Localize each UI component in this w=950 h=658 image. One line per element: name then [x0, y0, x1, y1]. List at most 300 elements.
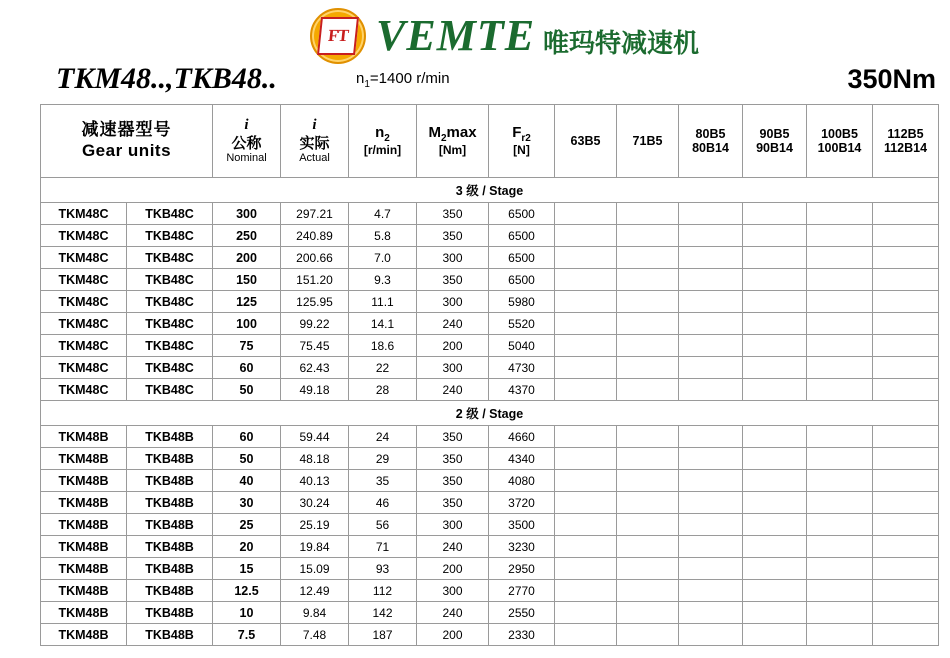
header-fr2-subscript: r2 — [521, 132, 531, 144]
cell-flange-80b5[interactable] — [679, 514, 743, 536]
cell-flange-80b5[interactable] — [679, 313, 743, 335]
cell-n2: 142 — [349, 602, 417, 624]
cell-tkm: TKM48C — [41, 291, 127, 313]
cell-flange-63b5[interactable] — [555, 269, 617, 291]
cell-flange-80b5[interactable] — [679, 448, 743, 470]
cell-tkb: TKB48C — [127, 225, 213, 247]
brand-name-chinese: 唯玛特减速机 — [543, 29, 700, 59]
cell-fr2: 4730 — [489, 357, 555, 379]
cell-m2max: 350 — [417, 470, 489, 492]
brand-block — [310, 8, 699, 64]
header-n2-subscript: 2 — [384, 132, 390, 144]
cell-fr2: 5520 — [489, 313, 555, 335]
cell-tkb: TKB48B — [127, 624, 213, 646]
header-flange-100b5-line1: 100B5 — [821, 126, 858, 141]
cell-flange-100b5[interactable] — [807, 225, 873, 247]
cell-i-nominal: 12.5 — [213, 580, 281, 602]
cell-flange-100b5[interactable] — [807, 470, 873, 492]
table-row[interactable] — [41, 335, 939, 357]
cell-flange-100b5[interactable] — [807, 580, 873, 602]
cell-flange-90b5[interactable] — [743, 558, 807, 580]
cell-flange-100b5[interactable] — [807, 426, 873, 448]
section-header-row — [41, 401, 939, 426]
cell-fr2: 3500 — [489, 514, 555, 536]
cell-tkb: TKB48C — [127, 291, 213, 313]
cell-fr2: 4080 — [489, 470, 555, 492]
cell-i-actual: 125.95 — [281, 291, 349, 313]
brand-name: VEMTE — [376, 11, 536, 60]
table-row[interactable] — [41, 624, 939, 646]
header-flange-112b5 — [873, 105, 939, 178]
header-m2-unit: [Nm] — [438, 143, 467, 158]
cell-flange-90b5[interactable] — [743, 602, 807, 624]
header-gear-units-en: Gear units — [81, 141, 172, 160]
cell-flange-63b5[interactable] — [555, 602, 617, 624]
table-row[interactable] — [41, 225, 939, 247]
cell-i-nominal: 7.5 — [213, 624, 281, 646]
cell-flange-100b5[interactable] — [807, 247, 873, 269]
table-row[interactable] — [41, 291, 939, 313]
section-header-row — [41, 178, 939, 203]
cell-i-actual: 15.09 — [281, 558, 349, 580]
cell-fr2: 5040 — [489, 335, 555, 357]
cell-tkm: TKM48C — [41, 269, 127, 291]
table-header — [41, 105, 939, 178]
header-m2max — [417, 105, 489, 178]
cell-i-nominal: 60 — [213, 426, 281, 448]
cell-i-nominal: 50 — [213, 379, 281, 401]
cell-tkm: TKM48B — [41, 602, 127, 624]
header-flange-112b5-line2: 112B14 — [883, 141, 928, 155]
cell-fr2: 2950 — [489, 558, 555, 580]
logo-monogram: FT — [317, 17, 359, 55]
header-i-nominal-symbol: i — [244, 117, 249, 134]
header-m2-letter: M — [428, 123, 441, 141]
header-flange-71b5-line1: 71B5 — [632, 133, 663, 148]
header-m2-subscript: 2 — [440, 132, 447, 144]
cell-flange-80b5[interactable] — [679, 247, 743, 269]
cell-tkm: TKM48B — [41, 492, 127, 514]
cell-m2max: 300 — [417, 357, 489, 379]
cell-flange-63b5[interactable] — [555, 448, 617, 470]
cell-flange-80b5[interactable] — [679, 580, 743, 602]
cell-flange-90b5[interactable] — [743, 313, 807, 335]
cell-i-nominal: 25 — [213, 514, 281, 536]
cell-m2max: 350 — [417, 492, 489, 514]
cell-flange-90b5[interactable] — [743, 335, 807, 357]
cell-tkm: TKM48B — [41, 536, 127, 558]
cell-m2max: 350 — [417, 426, 489, 448]
header-flange-100b5-line2: 100B14 — [817, 141, 862, 155]
cell-tkb: TKB48C — [127, 357, 213, 379]
cell-flange-100b5[interactable] — [807, 203, 873, 225]
cell-n2: 4.7 — [349, 203, 417, 225]
cell-flange-80b5[interactable] — [679, 624, 743, 646]
cell-i-actual: 48.18 — [281, 448, 349, 470]
cell-fr2: 4660 — [489, 426, 555, 448]
header-i-actual-cn: 实际 — [299, 133, 330, 152]
cell-flange-112b5[interactable] — [873, 379, 939, 401]
header-n2 — [349, 105, 417, 178]
cell-fr2: 6500 — [489, 225, 555, 247]
cell-flange-100b5[interactable] — [807, 448, 873, 470]
header-i-nominal-en: Nominal — [226, 151, 267, 164]
cell-flange-90b5[interactable] — [743, 269, 807, 291]
cell-flange-100b5[interactable] — [807, 313, 873, 335]
table-row[interactable] — [41, 580, 939, 602]
cell-m2max: 200 — [417, 624, 489, 646]
cell-flange-112b5[interactable] — [873, 602, 939, 624]
cell-i-actual: 19.84 — [281, 536, 349, 558]
cell-flange-112b5[interactable] — [873, 492, 939, 514]
cell-flange-80b5[interactable] — [679, 379, 743, 401]
cell-n2: 28 — [349, 379, 417, 401]
cell-flange-100b5[interactable] — [807, 335, 873, 357]
cell-flange-71b5[interactable] — [617, 448, 679, 470]
cell-n2: 56 — [349, 514, 417, 536]
cell-tkb: TKB48B — [127, 602, 213, 624]
cell-flange-71b5[interactable] — [617, 492, 679, 514]
cell-m2max: 240 — [417, 602, 489, 624]
cell-flange-63b5[interactable] — [555, 313, 617, 335]
cell-flange-71b5[interactable] — [617, 536, 679, 558]
torque-rating: 350Nm — [847, 64, 936, 94]
cell-n2: 18.6 — [349, 335, 417, 357]
header-flange-63b5-line1: 63B5 — [570, 133, 601, 148]
cell-tkb: TKB48B — [127, 426, 213, 448]
cell-flange-71b5[interactable] — [617, 247, 679, 269]
cell-n2: 187 — [349, 624, 417, 646]
cell-flange-100b5[interactable] — [807, 291, 873, 313]
cell-fr2: 5980 — [489, 291, 555, 313]
cell-flange-71b5[interactable] — [617, 514, 679, 536]
table-row[interactable] — [41, 602, 939, 624]
cell-m2max: 350 — [417, 269, 489, 291]
cell-i-actual: 49.18 — [281, 379, 349, 401]
cell-i-actual: 7.48 — [281, 624, 349, 646]
cell-flange-112b5[interactable] — [873, 580, 939, 602]
cell-tkb: TKB48B — [127, 536, 213, 558]
cell-tkm: TKM48B — [41, 448, 127, 470]
cell-flange-63b5[interactable] — [555, 247, 617, 269]
cell-tkb: TKB48C — [127, 335, 213, 357]
cell-flange-63b5[interactable] — [555, 379, 617, 401]
cell-n2: 14.1 — [349, 313, 417, 335]
header-flange-80b5-line1: 80B5 — [695, 126, 726, 141]
cell-i-nominal: 40 — [213, 470, 281, 492]
cell-flange-112b5[interactable] — [873, 203, 939, 225]
cell-flange-63b5[interactable] — [555, 624, 617, 646]
cell-i-actual: 99.22 — [281, 313, 349, 335]
cell-i-actual: 25.19 — [281, 514, 349, 536]
header-n2-letter: n — [375, 123, 385, 141]
cell-i-actual: 30.24 — [281, 492, 349, 514]
cell-n2: 71 — [349, 536, 417, 558]
cell-flange-90b5[interactable] — [743, 492, 807, 514]
header-flange-71b5 — [617, 105, 679, 178]
cell-flange-112b5[interactable] — [873, 269, 939, 291]
cell-tkm: TKM48C — [41, 247, 127, 269]
cell-n2: 7.0 — [349, 247, 417, 269]
cell-tkb: TKB48B — [127, 580, 213, 602]
cell-m2max: 200 — [417, 335, 489, 357]
table-row[interactable] — [41, 470, 939, 492]
cell-flange-90b5[interactable] — [743, 514, 807, 536]
header-flange-90b5 — [743, 105, 807, 178]
cell-flange-90b5[interactable] — [743, 291, 807, 313]
cell-flange-100b5[interactable] — [807, 379, 873, 401]
cell-flange-63b5[interactable] — [555, 470, 617, 492]
cell-i-nominal: 100 — [213, 313, 281, 335]
cell-tkm: TKM48B — [41, 514, 127, 536]
cell-flange-100b5[interactable] — [807, 602, 873, 624]
header-flange-90b5-line2: 90B14 — [756, 141, 793, 155]
cell-flange-80b5[interactable] — [679, 225, 743, 247]
cell-flange-63b5[interactable] — [555, 426, 617, 448]
cell-flange-112b5[interactable] — [873, 514, 939, 536]
cell-tkb: TKB48B — [127, 492, 213, 514]
cell-flange-63b5[interactable] — [555, 536, 617, 558]
cell-flange-71b5[interactable] — [617, 558, 679, 580]
cell-i-nominal: 50 — [213, 448, 281, 470]
speed-symbol: n — [356, 70, 365, 87]
header-i-nominal — [213, 105, 281, 178]
cell-tkb: TKB48C — [127, 269, 213, 291]
cell-flange-100b5[interactable] — [807, 624, 873, 646]
cell-flange-80b5[interactable] — [679, 602, 743, 624]
cell-flange-100b5[interactable] — [807, 269, 873, 291]
cell-i-actual: 151.20 — [281, 269, 349, 291]
header-flange-90b5-line1: 90B5 — [759, 126, 790, 141]
cell-m2max: 300 — [417, 247, 489, 269]
cell-i-nominal: 20 — [213, 536, 281, 558]
cell-flange-63b5[interactable] — [555, 225, 617, 247]
header-flange-112b5-line1: 112B5 — [887, 126, 924, 141]
table-row[interactable] — [41, 536, 939, 558]
cell-tkb: TKB48C — [127, 379, 213, 401]
cell-flange-71b5[interactable] — [617, 225, 679, 247]
header-i-actual-symbol: i — [312, 117, 317, 134]
cell-n2: 9.3 — [349, 269, 417, 291]
cell-flange-112b5[interactable] — [873, 357, 939, 379]
cell-flange-71b5[interactable] — [617, 313, 679, 335]
cell-flange-71b5[interactable] — [617, 203, 679, 225]
cell-m2max: 300 — [417, 291, 489, 313]
cell-i-actual: 75.45 — [281, 335, 349, 357]
cell-flange-63b5[interactable] — [555, 492, 617, 514]
cell-tkb: TKB48B — [127, 514, 213, 536]
cell-tkm: TKM48B — [41, 580, 127, 602]
cell-n2: 35 — [349, 470, 417, 492]
cell-tkm: TKM48C — [41, 379, 127, 401]
cell-i-nominal: 15 — [213, 558, 281, 580]
cell-m2max: 200 — [417, 558, 489, 580]
cell-tkb: TKB48C — [127, 313, 213, 335]
cell-i-nominal: 30 — [213, 492, 281, 514]
cell-m2max: 240 — [417, 313, 489, 335]
cell-flange-80b5[interactable] — [679, 291, 743, 313]
header-fr2-unit: [N] — [513, 143, 530, 158]
spec-table — [40, 104, 939, 646]
cell-flange-80b5[interactable] — [679, 536, 743, 558]
cell-flange-63b5[interactable] — [555, 291, 617, 313]
cell-flange-100b5[interactable] — [807, 514, 873, 536]
cell-flange-90b5[interactable] — [743, 448, 807, 470]
spec-table-wrapper — [40, 104, 938, 646]
cell-flange-90b5[interactable] — [743, 536, 807, 558]
cell-n2: 93 — [349, 558, 417, 580]
cell-fr2: 4370 — [489, 379, 555, 401]
cell-flange-71b5[interactable] — [617, 269, 679, 291]
header-i-actual — [281, 105, 349, 178]
cell-flange-112b5[interactable] — [873, 225, 939, 247]
page-title: TKM48..,TKB48.. — [56, 62, 277, 95]
cell-flange-100b5[interactable] — [807, 357, 873, 379]
cell-flange-90b5[interactable] — [743, 225, 807, 247]
cell-n2: 29 — [349, 448, 417, 470]
header-i-nominal-cn: 公称 — [231, 133, 262, 152]
cell-flange-71b5[interactable] — [617, 602, 679, 624]
cell-flange-63b5[interactable] — [555, 558, 617, 580]
cell-i-nominal: 300 — [213, 203, 281, 225]
cell-flange-100b5[interactable] — [807, 558, 873, 580]
cell-tkm: TKM48C — [41, 313, 127, 335]
cell-flange-112b5[interactable] — [873, 313, 939, 335]
cell-fr2: 3720 — [489, 492, 555, 514]
cell-flange-100b5[interactable] — [807, 492, 873, 514]
table-row[interactable] — [41, 426, 939, 448]
cell-i-actual: 40.13 — [281, 470, 349, 492]
cell-m2max: 350 — [417, 448, 489, 470]
cell-tkb: TKB48C — [127, 203, 213, 225]
cell-tkm: TKM48B — [41, 426, 127, 448]
cell-tkm: TKM48B — [41, 470, 127, 492]
cell-flange-80b5[interactable] — [679, 426, 743, 448]
cell-fr2: 2770 — [489, 580, 555, 602]
cell-tkb: TKB48B — [127, 470, 213, 492]
cell-m2max: 300 — [417, 580, 489, 602]
cell-flange-80b5[interactable] — [679, 335, 743, 357]
cell-flange-71b5[interactable] — [617, 291, 679, 313]
cell-flange-90b5[interactable] — [743, 624, 807, 646]
cell-m2max: 300 — [417, 514, 489, 536]
cell-flange-90b5[interactable] — [743, 247, 807, 269]
cell-flange-71b5[interactable] — [617, 379, 679, 401]
cell-flange-71b5[interactable] — [617, 470, 679, 492]
cell-flange-90b5[interactable] — [743, 426, 807, 448]
table-row[interactable] — [41, 247, 939, 269]
header-flange-100b5 — [807, 105, 873, 178]
cell-flange-112b5[interactable] — [873, 448, 939, 470]
cell-flange-63b5[interactable] — [555, 335, 617, 357]
cell-flange-71b5[interactable] — [617, 357, 679, 379]
cell-i-nominal: 125 — [213, 291, 281, 313]
cell-i-actual: 200.66 — [281, 247, 349, 269]
cell-flange-63b5[interactable] — [555, 203, 617, 225]
cell-fr2: 4340 — [489, 448, 555, 470]
table-row[interactable] — [41, 313, 939, 335]
cell-flange-80b5[interactable] — [679, 269, 743, 291]
header-fr2 — [489, 105, 555, 178]
cell-m2max: 350 — [417, 225, 489, 247]
cell-flange-112b5[interactable] — [873, 426, 939, 448]
header-fr2-letter: F — [512, 123, 522, 141]
cell-flange-71b5[interactable] — [617, 335, 679, 357]
cell-n2: 46 — [349, 492, 417, 514]
header-flange-80b5 — [679, 105, 743, 178]
cell-flange-71b5[interactable] — [617, 624, 679, 646]
cell-flange-80b5[interactable] — [679, 558, 743, 580]
table-row[interactable] — [41, 514, 939, 536]
cell-flange-112b5[interactable] — [873, 247, 939, 269]
cell-flange-90b5[interactable] — [743, 203, 807, 225]
table-row[interactable] — [41, 357, 939, 379]
table-body — [41, 178, 939, 646]
cell-flange-80b5[interactable] — [679, 470, 743, 492]
cell-tkm: TKM48C — [41, 335, 127, 357]
cell-m2max: 240 — [417, 379, 489, 401]
cell-flange-63b5[interactable] — [555, 514, 617, 536]
cell-tkm: TKM48B — [41, 558, 127, 580]
cell-flange-112b5[interactable] — [873, 470, 939, 492]
cell-flange-90b5[interactable] — [743, 580, 807, 602]
cell-flange-80b5[interactable] — [679, 492, 743, 514]
header-gear-units-cn: 减速器型号 — [81, 120, 172, 141]
cell-flange-90b5[interactable] — [743, 470, 807, 492]
page-header — [0, 0, 950, 100]
table-row[interactable] — [41, 203, 939, 225]
table-row[interactable] — [41, 448, 939, 470]
cell-flange-90b5[interactable] — [743, 379, 807, 401]
cell-flange-63b5[interactable] — [555, 580, 617, 602]
cell-flange-112b5[interactable] — [873, 335, 939, 357]
cell-flange-71b5[interactable] — [617, 426, 679, 448]
table-row[interactable] — [41, 492, 939, 514]
cell-i-actual: 240.89 — [281, 225, 349, 247]
cell-flange-63b5[interactable] — [555, 357, 617, 379]
header-flange-80b5-line2: 80B14 — [692, 141, 729, 155]
header-m2max-symbol — [417, 124, 488, 145]
cell-flange-112b5[interactable] — [873, 291, 939, 313]
header-gear-units — [41, 105, 213, 178]
header-n2-unit: [r/min] — [363, 143, 402, 158]
cell-tkb: TKB48B — [127, 448, 213, 470]
cell-flange-90b5[interactable] — [743, 357, 807, 379]
cell-flange-100b5[interactable] — [807, 536, 873, 558]
table-row[interactable] — [41, 558, 939, 580]
cell-fr2: 6500 — [489, 269, 555, 291]
cell-i-nominal: 200 — [213, 247, 281, 269]
cell-flange-112b5[interactable] — [873, 558, 939, 580]
cell-i-actual: 297.21 — [281, 203, 349, 225]
cell-flange-112b5[interactable] — [873, 624, 939, 646]
cell-flange-80b5[interactable] — [679, 203, 743, 225]
cell-fr2: 3230 — [489, 536, 555, 558]
cell-n2: 5.8 — [349, 225, 417, 247]
cell-i-actual: 62.43 — [281, 357, 349, 379]
cell-flange-71b5[interactable] — [617, 580, 679, 602]
cell-tkb: TKB48C — [127, 247, 213, 269]
table-row[interactable] — [41, 379, 939, 401]
header-m2-suffix: max — [446, 123, 477, 141]
cell-i-actual: 9.84 — [281, 602, 349, 624]
cell-flange-80b5[interactable] — [679, 357, 743, 379]
company-logo-icon — [310, 8, 366, 64]
cell-n2: 24 — [349, 426, 417, 448]
table-row[interactable] — [41, 269, 939, 291]
cell-flange-112b5[interactable] — [873, 536, 939, 558]
cell-tkm: TKM48C — [41, 357, 127, 379]
